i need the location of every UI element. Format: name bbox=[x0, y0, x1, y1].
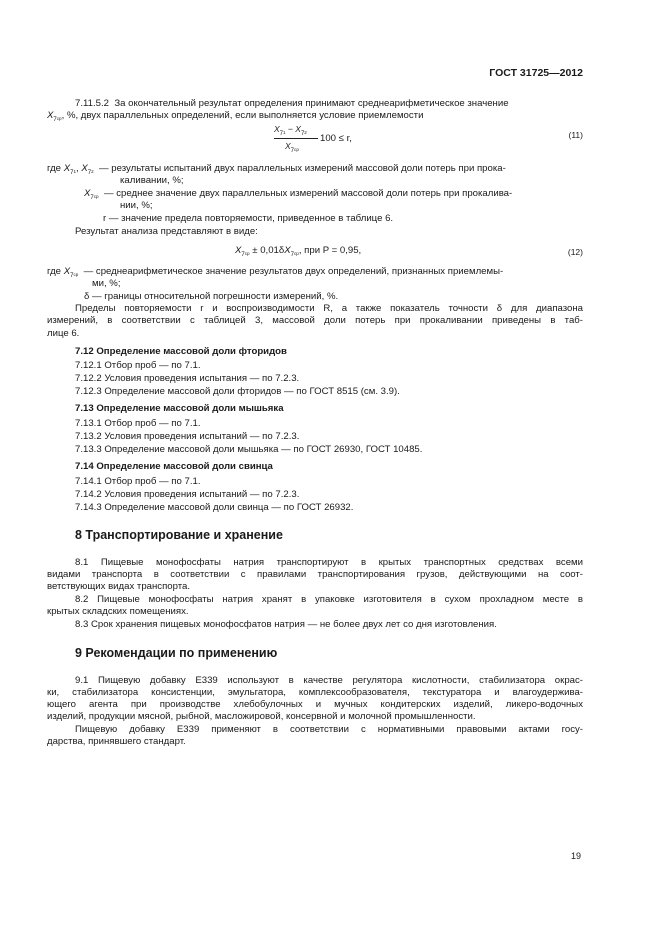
formula-12-number: (12) bbox=[567, 247, 583, 257]
section-9-paragraph: ки, стабилизатора консистенции, эмульгатора, комплексообразователя, текстуратора и влагоудержива- bbox=[47, 687, 583, 698]
definition-x1-x2: где $X_{71}$, $X_{72}$ — результаты испытаний двух параллельных измерений массовой доли потерь при прока- bbox=[47, 163, 506, 176]
section-8-heading: 8 Транспортирование и хранение bbox=[75, 528, 283, 542]
section-9-paragraph: 9.1 Пищевую добавку Е339 используют в качестве регулятора кислотности, стабилизатора окрас- bbox=[75, 675, 583, 686]
section-9-paragraph: изделий, продукции мясной, рыбной, масложировой, консервной и молочной промышленности. bbox=[47, 711, 476, 722]
limits-line-2: измерений, в соответствии с таблицей 3, массовой доли потерь при прокаливании приведены в таб- bbox=[47, 315, 583, 326]
page-number: 19 bbox=[570, 851, 581, 861]
definition-xcp-2: где $X_{7ср}$ — среднеарифметическое значение результатов двух определений, признанных приемлемы- bbox=[47, 266, 504, 279]
section-8-paragraph: 8.2 Пищевые монофосфаты натрия хранят в упаковке изготовителя в сухом прохладном месте в bbox=[75, 594, 583, 605]
section-8-paragraph: крытых складских помещениях. bbox=[47, 606, 189, 617]
section-7-12-item: 7.12.1 Отбор проб — по 7.1. bbox=[75, 360, 201, 371]
section-7-14-heading: 7.14 Определение массовой доли свинца bbox=[75, 461, 273, 472]
section-7-14-item: 7.14.2 Условия проведения испытаний — по 7.2.3. bbox=[75, 489, 300, 500]
section-7-13-item: 7.13.3 Определение массовой доли мышьяка — по ГОСТ 26930, ГОСТ 10485. bbox=[75, 444, 423, 455]
result-intro: Результат анализа представляют в виде: bbox=[75, 226, 258, 237]
x-symbol: X bbox=[47, 110, 54, 121]
definition-xcp: $X_{7ср}$ — среднее значение двух параллельных измерений массовой доли потерь при прокалива- bbox=[84, 188, 513, 201]
section-7-13-item: 7.13.2 Условия проведения испытаний — по 7.2.3. bbox=[75, 431, 300, 442]
document-id-header: ГОСТ 31725—2012 bbox=[489, 67, 583, 79]
clause-text: , %, двух параллельных определений, если выполняется условие приемлемости bbox=[61, 110, 424, 121]
section-8-paragraph: видами транспорта в соответствии с правилами транспортирования грузов, действующими на соот- bbox=[47, 569, 583, 580]
fraction-denominator: $X_{7ср}$ bbox=[285, 141, 299, 154]
section-8-paragraph: 8.1 Пищевые монофосфаты натрия транспортируют в крытых транспортных средствах всеми bbox=[75, 557, 583, 568]
clause-7-11-5-2-line1 bbox=[75, 98, 509, 110]
section-7-12-item: 7.12.2 Условия проведения испытания — по 7.2.3. bbox=[75, 373, 300, 384]
definition-x1-x2-cont: каливании, %; bbox=[120, 175, 184, 186]
section-8-paragraph: 8.3 Срок хранения пищевых монофосфатов натрия — не более двух лет со дня изготовления. bbox=[75, 619, 497, 630]
section-7-13-heading: 7.13 Определение массовой доли мышьяка bbox=[75, 403, 284, 414]
formula-11-tail: 100 ≤ r, bbox=[320, 133, 352, 144]
formula-11-number: (11) bbox=[568, 130, 583, 140]
limits-line-1: Пределы повторяемости r и воспроизводимости R, а также показатель точности δ для диапазона bbox=[75, 303, 583, 314]
section-7-13-item: 7.13.1 Отбор проб — по 7.1. bbox=[75, 418, 201, 429]
section-7-14-item: 7.14.3 Определение массовой доли свинца — по ГОСТ 26932. bbox=[75, 502, 354, 513]
fraction-numerator: $X_{71} - X_{72}$ bbox=[274, 124, 307, 137]
clause-7-11-5-2-line2: $X_{7ср}$, %, двух параллельных определений, если выполняется условие приемлемости bbox=[47, 110, 424, 123]
definition-delta: δ — границы относительной погрешности измерений, %. bbox=[84, 291, 339, 302]
section-9-paragraph: ющего агента при производстве хлебобулочных и мучных кондитерских изделий, ликеро-водочных bbox=[47, 699, 583, 710]
section-7-12-item: 7.12.3 Определение массовой доли фторидов — по ГОСТ 8515 (см. 3.9). bbox=[75, 386, 400, 397]
definition-xcp-2-cont: ми, %; bbox=[92, 278, 121, 289]
fraction-bar bbox=[274, 138, 318, 139]
section-9-paragraph: дарства, принявшего стандарт. bbox=[47, 736, 186, 747]
limits-line-3: лице 6. bbox=[47, 328, 80, 339]
clause-number: 7.11.5.2 bbox=[75, 98, 109, 109]
section-9-heading: 9 Рекомендации по применению bbox=[75, 646, 278, 660]
definition-xcp-cont: нии, %; bbox=[120, 200, 153, 211]
section-8-paragraph: ветствующих видах транспорта. bbox=[47, 581, 191, 592]
definition-r: r — значение предела повторяемости, приведенное в таблице 6. bbox=[103, 213, 394, 224]
section-9-paragraph: Пищевую добавку Е339 применяют в соответствии с нормативными правовыми актами госу- bbox=[75, 724, 583, 735]
formula-11-fraction bbox=[274, 124, 318, 156]
section-7-14-item: 7.14.1 Отбор проб — по 7.1. bbox=[75, 476, 201, 487]
clause-text: За окончательный результат определения принимают среднеарифметическое значение bbox=[114, 98, 509, 109]
formula-12: $X_{7ср} \pm 0,01\delta X_{7ср}$, при P = 0,95, bbox=[235, 245, 362, 258]
section-7-12-heading: 7.12 Определение массовой доли фторидов bbox=[75, 346, 287, 357]
